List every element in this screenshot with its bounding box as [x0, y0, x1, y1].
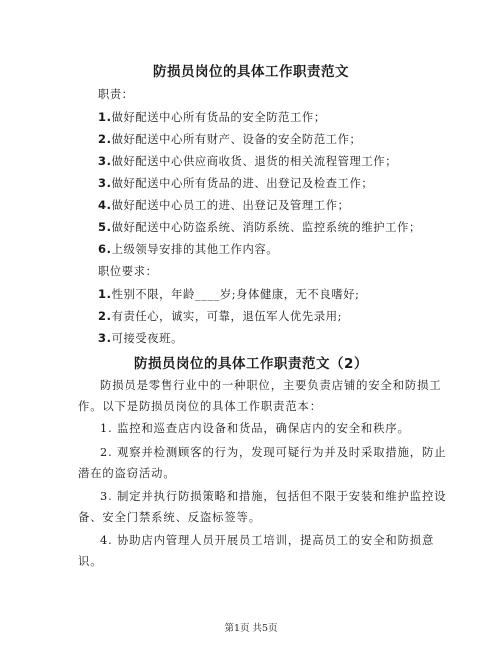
document-title: 防损员岗位的具体工作职责范文	[153, 64, 349, 80]
duty-text: 上级领导安排的其他工作内容。	[111, 243, 279, 256]
duty-number: 3.	[98, 176, 112, 190]
duty-number: 5.	[98, 220, 112, 234]
requirement-text: 可接受夜班。	[111, 332, 183, 345]
duty-number: 6.	[98, 242, 112, 256]
section-title: 防损员岗位的具体工作职责范文（2）	[134, 356, 368, 372]
duty-item	[98, 175, 373, 191]
duty-text: 做好配送中心供应商收货、退货的相关流程管理工作；	[111, 155, 398, 168]
duty-number: 4.	[98, 198, 112, 212]
requirement-item	[98, 286, 360, 302]
body-paragraph: 2. 观察并检测顾客的行为，发现可疑行为并及时采取措施，防止潜在的盗窃活动。	[78, 446, 447, 480]
requirement-number: 3.	[98, 331, 112, 345]
body-paragraph: 防损员是零售行业中的一种职位，主要负责店铺的安全和防损工作。以下是防损员岗位的具体工作职责范本：	[78, 379, 442, 413]
duty-item	[98, 153, 397, 169]
body-paragraph: 3. 制定并执行防损策略和措施，包括但不限于安装和维护监控设备、安全门禁系统、反盗标签等。	[78, 490, 447, 524]
duty-number: 2.	[98, 132, 112, 146]
duty-item	[98, 219, 421, 235]
requirement-item	[98, 308, 342, 324]
requirement-number: 2.	[98, 309, 112, 323]
duty-item	[98, 109, 326, 125]
duty-text: 做好配送中心防盗系统、消防系统、监控系统的维护工作；	[111, 221, 421, 234]
page-footer: 第1页 共5页	[224, 623, 278, 634]
duty-text: 做好配送中心所有货品的安全防范工作；	[111, 111, 326, 124]
duty-text: 做好配送中心所有货品的进、出登记及检查工作；	[111, 177, 374, 190]
duty-text: 做好配送中心所有财产、设备的安全防范工作；	[111, 133, 362, 146]
duty-item	[98, 197, 350, 213]
requirement-item	[98, 330, 183, 346]
duty-number: 1.	[98, 110, 112, 124]
duty-item	[98, 131, 361, 147]
body-paragraph: 1. 监控和巡查店内设备和货品，确保店内的安全和秩序。	[100, 422, 410, 435]
requirement-text: 有责任心，诚实，可靠，退伍军人优先录用;	[111, 310, 343, 323]
duty-text: 做好配送中心员工的进、出登记及管理工作；	[111, 199, 350, 212]
duties-heading: 职责：	[98, 88, 134, 101]
duty-item	[98, 241, 278, 257]
requirement-text: 性别不限，年龄____岁;身体健康，无不良嗜好;	[111, 288, 360, 301]
requirements-heading: 职位要求：	[98, 265, 158, 278]
body-paragraph: 4. 协助店内管理人员开展员工培训，提高员工的安全和防损意识。	[78, 534, 435, 568]
duty-number: 3.	[98, 154, 112, 168]
requirement-number: 1.	[98, 287, 112, 301]
